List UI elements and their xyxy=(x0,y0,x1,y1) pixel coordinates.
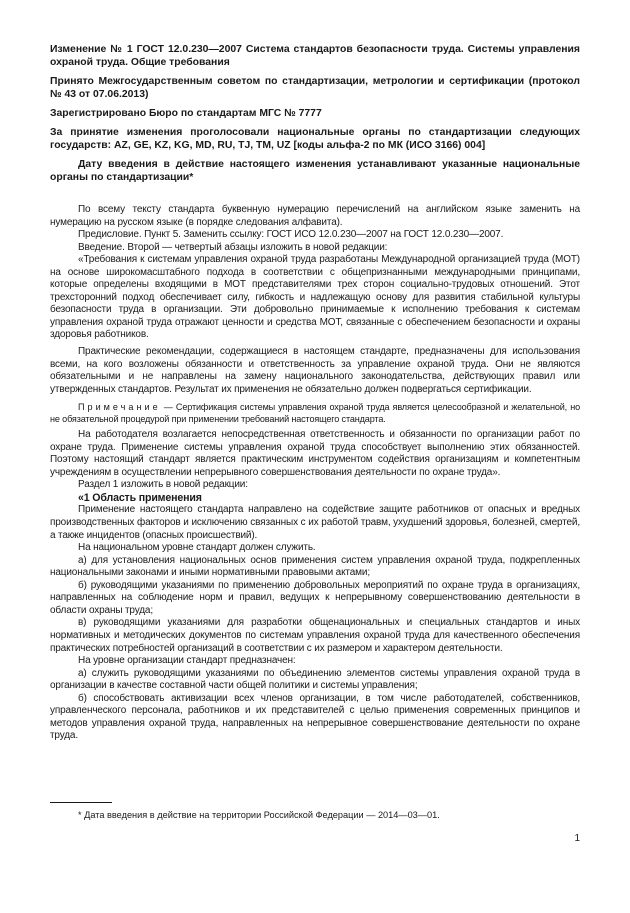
adoption-note: Принято Межгосударственным советом по стандартизации, метрологии и сертификации (протокол № 43 от 07.06.2013) xyxy=(50,76,580,100)
paragraph: По всему тексту стандарта буквенную нумерацию перечислений на английском языке заменить на нумерацию на русском языке (в порядке следования алфавита). xyxy=(50,204,580,228)
paragraph: Раздел 1 изложить в новой редакции: xyxy=(78,479,248,491)
note-label: Примечание xyxy=(78,402,161,413)
voting-note: За принятие изменения проголосовали национальные органы по стандартизации следующих государств: AZ, GE, KZ, KG, MD, RU, TJ, TM, UZ [коды альфа-2 по МК (ИСО 3166) 004] xyxy=(50,127,580,151)
paragraph: Предисловие. Пункт 5. Заменить ссылку: ГОСТ ИСО 12.0.230—2007 на ГОСТ 12.0.230—2007. xyxy=(78,229,504,241)
list-item: б) способствовать активизации всех членов организации, в том числе работодателей, собственников, управленческого персонала, работников и их представителей с целью применения современных принципов и методов управления охраной труда, направленных на непрерывное совершенствование деятельности по охране труда. xyxy=(50,692,580,742)
footnote: * Дата введения в действие на территории Российской Федерации — 2014—03—01. xyxy=(78,810,440,820)
amendment-title: Изменение № 1 ГОСТ 12.0.230—2007 Система стандартов безопасности труда. Системы управления охраной труда. Общие требования xyxy=(50,44,580,68)
paragraph: Применение настоящего стандарта направлено на содействие защите работников от опасных и вредных производственных факторов и исключению связанных с их работой травм, ухудшений здоровья, болезней, смертей, а также инцидентов (опасных происшествий). xyxy=(50,504,580,541)
paragraph: На уровне организации стандарт предназначен: xyxy=(78,655,296,667)
list-item: б) руководящими указаниями по применению добровольных мероприятий по охране труда в организациях, направленных на соблюдение норм и правил, ведущих к непрерывному совершенствованию деятельности в области охраны труда; xyxy=(50,579,580,616)
footnote-divider xyxy=(50,802,112,803)
paragraph: Практические рекомендации, содержащиеся в настоящем стандарте, предназначены для использования всеми, на кого возложены обязанности и ответственность за управление охраной труда. Они не являются обязательными и не направлены на замену национального законодательства, действующих правил или утвержденных стандартов. Результат их применения не обязательно должен подвергаться сертификации. xyxy=(50,346,580,395)
list-item: а) служить руководящими указаниями по объединению элементов системы управления охраной труда в организации в качестве составной части общей политики и системы управления; xyxy=(50,667,580,692)
paragraph: Введение. Второй — четвертый абзацы изложить в новой редакции: xyxy=(78,241,388,253)
section-title: «1 Область применения xyxy=(78,491,202,504)
paragraph: На национальном уровне стандарт должен служить. xyxy=(78,542,316,554)
note-paragraph xyxy=(50,401,580,425)
effective-date-note: Дату введения в действие настоящего изменения устанавливают указанные национальные органы по стандартизации* xyxy=(50,159,580,183)
document-body xyxy=(50,204,580,743)
page-number: 1 xyxy=(574,833,580,844)
registration-note: Зарегистрировано Бюро по стандартам МГС № 7777 xyxy=(50,108,322,119)
note-text: — Сертификация системы управления охраной труда является целесообразной и желательной, но не обязательной процедурой при применении требований настоящего стандарта. xyxy=(50,402,580,425)
list-item: а) для установления национальных основ применения систем управления охраной труда, подкрепленных национальными законами и иными нормативными правовыми актами; xyxy=(50,554,580,579)
list-item: в) руководящими указаниями для разработки общенациональных и специальных стандартов и иных нормативных и методических документов по системам управления охраной труда для качественного обеспечения практических потребностей организаций в соответствии с их размером и характером деятельности. xyxy=(50,617,580,654)
paragraph: На работодателя возлагается непосредственная ответственность и обязанности по организации работ по охране труда. Применение системы управления охраной труда способствует выполнению этих обязанностей. Поэтому настоящий стандарт является практическим инструментом содействия организациям и компетентным учреждениям в осуществлении непрерывного совершенствования деятельности по охране труда». xyxy=(50,429,580,478)
paragraph: «Требования к системам управления охраной труда разработаны Международной организацией труда (МОТ) на основе широкомасштабного подхода в соответствии с общепризнанными международными принципами, которые определены входящими в МОТ представителями трех сторон социально-трудовых отношений. Этот трехсторонний подход обеспечивает силу, гибкость и надлежащую основу для развития стабильной культуры безопасности труда в организации. Эти добровольно принимаемые к исполнению требования к системам управления охраной труда отражают ценности и средства МОТ, связанные с обеспечением безопасности и охраны здоровья работников. xyxy=(50,254,580,341)
